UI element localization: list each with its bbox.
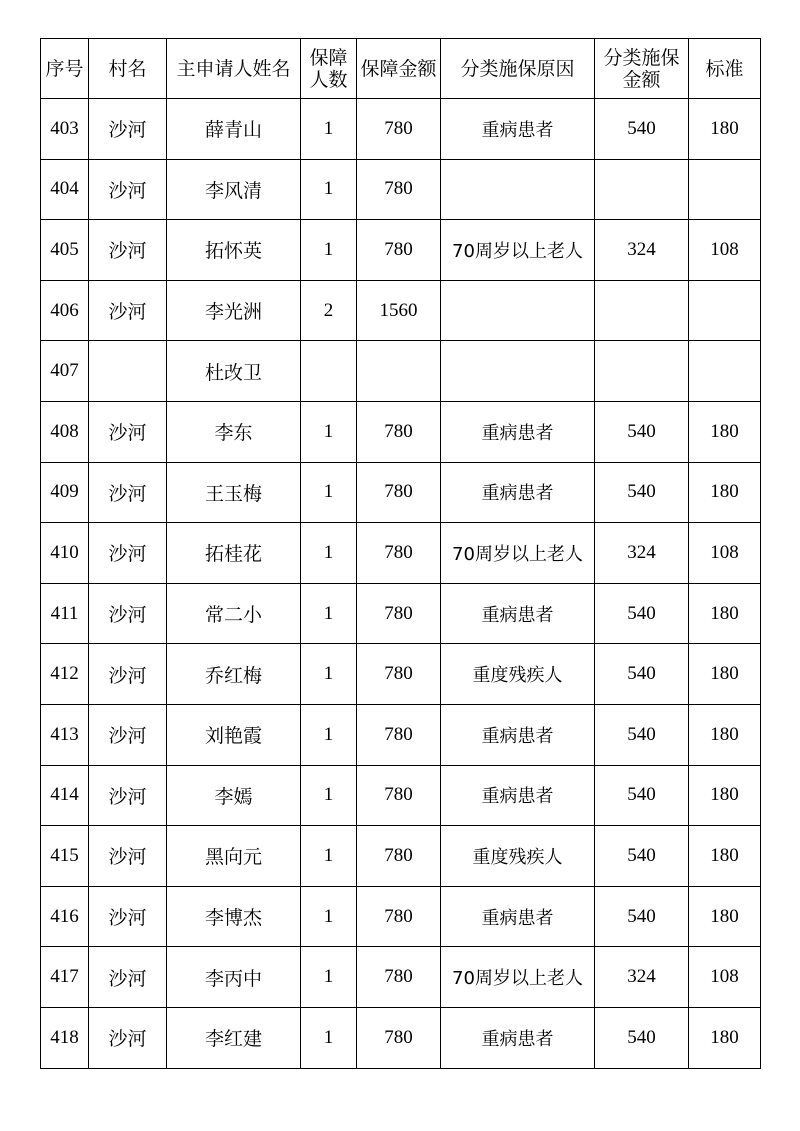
category-reason-cell: 重病患者 [441,886,595,947]
table-row [41,280,761,341]
category-reason-cell: 重度残疾人 [441,826,595,887]
category-reason-cell: 重病患者 [441,99,595,160]
serial-number-cell: 403 [41,99,89,160]
header-subsidy-amount: 保障金额 [357,39,441,99]
serial-number-cell: 407 [41,341,89,402]
category-amount-cell: 540 [595,1007,689,1068]
category-amount-cell [595,159,689,220]
category-amount-cell: 540 [595,462,689,523]
category-amount-cell: 540 [595,704,689,765]
applicant-name-cell: 黑向元 [167,826,301,887]
category-amount-cell: 540 [595,99,689,160]
applicant-name-cell: 拓桂花 [167,523,301,584]
covered-persons-cell: 1 [301,644,357,705]
standard-cell: 108 [689,947,761,1008]
covered-persons-cell: 1 [301,826,357,887]
covered-persons-cell: 1 [301,765,357,826]
category-amount-cell [595,341,689,402]
applicant-name-cell: 拓怀英 [167,220,301,281]
category-reason-cell [441,341,595,402]
serial-number-cell: 414 [41,765,89,826]
subsidy-amount-cell: 780 [357,765,441,826]
table-row [41,462,761,523]
village-name-cell [89,341,167,402]
table-row [41,220,761,281]
serial-number-cell: 405 [41,220,89,281]
standard-cell [689,341,761,402]
category-reason-cell: 重病患者 [441,583,595,644]
village-name-cell: 沙河 [89,99,167,160]
category-amount-cell: 540 [595,644,689,705]
covered-persons-cell: 1 [301,462,357,523]
header-standard: 标准 [689,39,761,99]
standard-cell: 108 [689,220,761,281]
village-name-cell: 沙河 [89,523,167,584]
category-reason-cell: 70周岁以上老人 [441,220,595,281]
category-reason-cell: 70周岁以上老人 [441,947,595,1008]
header-category-amount: 分类施保金额 [595,39,689,99]
standard-cell: 180 [689,644,761,705]
covered-persons-cell: 1 [301,1007,357,1068]
subsidy-amount-cell: 780 [357,583,441,644]
subsidy-amount-cell: 780 [357,1007,441,1068]
subsidy-amount-cell: 780 [357,99,441,160]
header-applicant-name: 主申请人姓名 [167,39,301,99]
subsidy-amount-cell: 780 [357,886,441,947]
subsidy-amount-cell: 780 [357,220,441,281]
village-name-cell: 沙河 [89,1007,167,1068]
standard-cell [689,159,761,220]
serial-number-cell: 406 [41,280,89,341]
table-row [41,401,761,462]
standard-cell: 180 [689,765,761,826]
table-row [41,583,761,644]
table-row [41,826,761,887]
serial-number-cell: 417 [41,947,89,1008]
covered-persons-cell: 1 [301,220,357,281]
covered-persons-cell: 1 [301,947,357,1008]
standard-cell: 180 [689,401,761,462]
table-header [41,39,761,99]
village-name-cell: 沙河 [89,159,167,220]
header-row [41,39,761,99]
category-amount-cell [595,280,689,341]
table-row [41,947,761,1008]
category-amount-cell: 324 [595,523,689,584]
standard-cell: 180 [689,99,761,160]
covered-persons-cell: 1 [301,704,357,765]
applicant-name-cell: 王玉梅 [167,462,301,523]
applicant-name-cell: 李嫣 [167,765,301,826]
standard-cell: 180 [689,583,761,644]
subsidy-amount-cell: 780 [357,644,441,705]
category-amount-cell: 324 [595,947,689,1008]
category-reason-cell [441,280,595,341]
subsidy-amount-cell: 780 [357,826,441,887]
applicant-name-cell: 李光洲 [167,280,301,341]
covered-persons-cell: 1 [301,583,357,644]
serial-number-cell: 413 [41,704,89,765]
serial-number-cell: 410 [41,523,89,584]
header-village-name: 村名 [89,39,167,99]
covered-persons-cell: 1 [301,159,357,220]
covered-persons-cell: 2 [301,280,357,341]
applicant-name-cell: 李丙中 [167,947,301,1008]
covered-persons-cell: 1 [301,886,357,947]
table-row [41,704,761,765]
covered-persons-cell: 1 [301,523,357,584]
standard-cell: 180 [689,704,761,765]
category-amount-cell: 540 [595,886,689,947]
serial-number-cell: 411 [41,583,89,644]
applicant-name-cell: 李博杰 [167,886,301,947]
subsidy-amount-cell: 780 [357,159,441,220]
standard-cell: 180 [689,462,761,523]
applicant-name-cell: 李红建 [167,1007,301,1068]
category-amount-cell: 324 [595,220,689,281]
village-name-cell: 沙河 [89,947,167,1008]
subsidy-amount-cell: 780 [357,401,441,462]
serial-number-cell: 412 [41,644,89,705]
serial-number-cell: 408 [41,401,89,462]
category-reason-cell [441,159,595,220]
subsidy-roster-table [40,38,761,1069]
category-amount-cell: 540 [595,583,689,644]
category-reason-cell: 重病患者 [441,765,595,826]
serial-number-cell: 418 [41,1007,89,1068]
table-body [41,99,761,1069]
village-name-cell: 沙河 [89,765,167,826]
village-name-cell: 沙河 [89,826,167,887]
table-row [41,886,761,947]
category-reason-cell: 重病患者 [441,401,595,462]
serial-number-cell: 416 [41,886,89,947]
subsidy-amount-cell: 780 [357,523,441,584]
village-name-cell: 沙河 [89,886,167,947]
village-name-cell: 沙河 [89,704,167,765]
category-amount-cell: 540 [595,401,689,462]
applicant-name-cell: 杜改卫 [167,341,301,402]
applicant-name-cell: 薛青山 [167,99,301,160]
serial-number-cell: 404 [41,159,89,220]
village-name-cell: 沙河 [89,280,167,341]
category-reason-cell: 重病患者 [441,1007,595,1068]
header-serial-number: 序号 [41,39,89,99]
table-row [41,99,761,160]
village-name-cell: 沙河 [89,462,167,523]
subsidy-amount-cell [357,341,441,402]
serial-number-cell: 415 [41,826,89,887]
category-reason-cell: 重病患者 [441,704,595,765]
category-reason-cell: 重病患者 [441,462,595,523]
subsidy-amount-cell: 1560 [357,280,441,341]
village-name-cell: 沙河 [89,401,167,462]
applicant-name-cell: 李风清 [167,159,301,220]
applicant-name-cell: 李东 [167,401,301,462]
serial-number-cell: 409 [41,462,89,523]
standard-cell [689,280,761,341]
covered-persons-cell: 1 [301,401,357,462]
category-reason-cell: 重度残疾人 [441,644,595,705]
table-row [41,341,761,402]
subsidy-amount-cell: 780 [357,947,441,1008]
table-row [41,523,761,584]
standard-cell: 180 [689,1007,761,1068]
header-category-reason: 分类施保原因 [441,39,595,99]
category-amount-cell: 540 [595,765,689,826]
subsidy-amount-cell: 780 [357,462,441,523]
covered-persons-cell: 1 [301,99,357,160]
header-covered-persons: 保障人数 [301,39,357,99]
village-name-cell: 沙河 [89,583,167,644]
table-row [41,765,761,826]
subsidy-amount-cell: 780 [357,704,441,765]
category-amount-cell: 540 [595,826,689,887]
village-name-cell: 沙河 [89,220,167,281]
standard-cell: 180 [689,886,761,947]
table-row [41,159,761,220]
category-reason-cell: 70周岁以上老人 [441,523,595,584]
village-name-cell: 沙河 [89,644,167,705]
table-row [41,1007,761,1068]
table-row [41,644,761,705]
covered-persons-cell [301,341,357,402]
applicant-name-cell: 乔红梅 [167,644,301,705]
standard-cell: 108 [689,523,761,584]
applicant-name-cell: 常二小 [167,583,301,644]
standard-cell: 180 [689,826,761,887]
applicant-name-cell: 刘艳霞 [167,704,301,765]
